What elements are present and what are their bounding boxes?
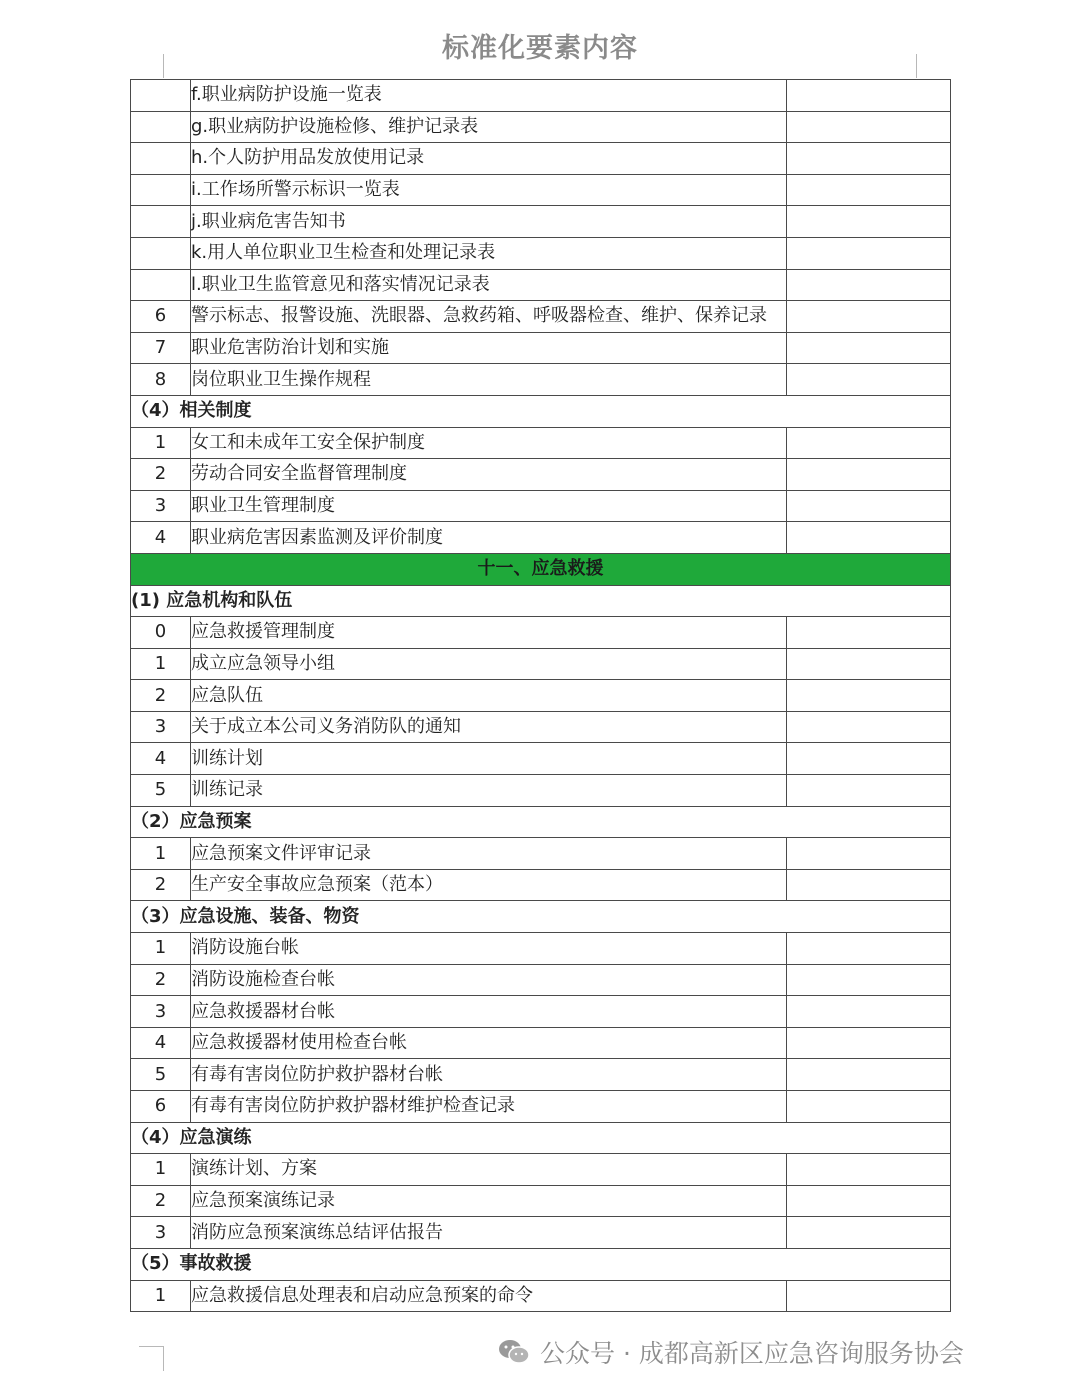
table-row xyxy=(131,964,951,996)
row-content: 职业危害防治计划和实施 xyxy=(191,332,787,364)
row-number xyxy=(131,237,191,269)
row-remark xyxy=(787,1154,951,1186)
row-remark xyxy=(787,1280,951,1312)
section-header-row xyxy=(131,1248,951,1280)
row-remark xyxy=(787,617,951,649)
table-row xyxy=(131,237,951,269)
table-row xyxy=(131,1217,951,1249)
row-number xyxy=(131,80,191,112)
row-content: 应急救援管理制度 xyxy=(191,617,787,649)
table-row xyxy=(131,648,951,680)
table-row xyxy=(131,1185,951,1217)
row-number: 1 xyxy=(131,933,191,965)
row-number: 3 xyxy=(131,490,191,522)
row-number: 6 xyxy=(131,301,191,333)
row-content: 消防设施检查台帐 xyxy=(191,964,787,996)
table-row xyxy=(131,838,951,870)
row-content: 生产安全事故应急预案（范本） xyxy=(191,869,787,901)
table-row xyxy=(131,427,951,459)
row-content: 劳动合同安全监督管理制度 xyxy=(191,459,787,491)
row-number: 2 xyxy=(131,964,191,996)
row-content: l.职业卫生监管意见和落实情况记录表 xyxy=(191,269,787,301)
row-content: 成立应急领导小组 xyxy=(191,648,787,680)
table-row xyxy=(131,680,951,712)
row-number: 1 xyxy=(131,1154,191,1186)
crop-mark-top-right xyxy=(916,54,917,78)
row-content: 应急救援器材台帐 xyxy=(191,996,787,1028)
table-row xyxy=(131,269,951,301)
table-row xyxy=(131,80,951,112)
row-number: 4 xyxy=(131,522,191,554)
row-content: 岗位职业卫生操作规程 xyxy=(191,364,787,396)
row-content: 训练记录 xyxy=(191,775,787,807)
row-remark xyxy=(787,206,951,238)
watermark xyxy=(498,1334,964,1370)
row-remark xyxy=(787,996,951,1028)
row-content: 有毒有害岗位防护救护器材维护检查记录 xyxy=(191,1091,787,1123)
crop-mark-top-left xyxy=(163,54,164,78)
row-remark xyxy=(787,111,951,143)
table-row xyxy=(131,111,951,143)
section-header-row xyxy=(131,901,951,933)
section-header-row xyxy=(131,806,951,838)
row-remark xyxy=(787,680,951,712)
row-content: h.个人防护用品发放使用记录 xyxy=(191,143,787,175)
row-remark xyxy=(787,301,951,333)
row-content: k.用人单位职业卫生检查和处理记录表 xyxy=(191,237,787,269)
section-header: （4）应急演练 xyxy=(131,1122,951,1154)
table-row xyxy=(131,364,951,396)
row-content: j.职业病危害告知书 xyxy=(191,206,787,238)
row-remark xyxy=(787,1059,951,1091)
row-number: 4 xyxy=(131,743,191,775)
section-header: （5）事故救援 xyxy=(131,1248,951,1280)
row-content: 有毒有害岗位防护救护器材台帐 xyxy=(191,1059,787,1091)
section-header: （4）相关制度 xyxy=(131,395,951,427)
section-header-row xyxy=(131,395,951,427)
row-remark xyxy=(787,80,951,112)
row-remark xyxy=(787,237,951,269)
table-row xyxy=(131,775,951,807)
row-remark xyxy=(787,711,951,743)
row-content: 应急救援信息处理表和启动应急预案的命令 xyxy=(191,1280,787,1312)
row-number xyxy=(131,269,191,301)
row-content: 应急救援器材使用检查台帐 xyxy=(191,1027,787,1059)
section-header: （2）应急预案 xyxy=(131,806,951,838)
row-number: 5 xyxy=(131,1059,191,1091)
row-remark xyxy=(787,964,951,996)
row-remark xyxy=(787,522,951,554)
row-number: 2 xyxy=(131,680,191,712)
row-remark xyxy=(787,490,951,522)
row-content: 演练计划、方案 xyxy=(191,1154,787,1186)
table-row xyxy=(131,174,951,206)
table-row xyxy=(131,711,951,743)
page-title: 标准化要素内容 xyxy=(442,33,638,64)
table-row xyxy=(131,143,951,175)
table-row xyxy=(131,869,951,901)
row-remark xyxy=(787,1217,951,1249)
table-row xyxy=(131,301,951,333)
row-content: g.职业病防护设施检修、维护记录表 xyxy=(191,111,787,143)
row-content: 职业卫生管理制度 xyxy=(191,490,787,522)
chapter-header-row xyxy=(131,553,951,585)
row-number xyxy=(131,143,191,175)
row-remark xyxy=(787,1027,951,1059)
table-row xyxy=(131,743,951,775)
row-remark xyxy=(787,269,951,301)
section-header: (1) 应急机构和队伍 xyxy=(131,585,951,617)
row-content: 消防应急预案演练总结评估报告 xyxy=(191,1217,787,1249)
row-remark xyxy=(787,775,951,807)
row-number: 6 xyxy=(131,1091,191,1123)
table-body xyxy=(131,80,951,1312)
row-remark xyxy=(787,174,951,206)
row-content: 训练计划 xyxy=(191,743,787,775)
row-number: 1 xyxy=(131,427,191,459)
table-row xyxy=(131,617,951,649)
row-remark xyxy=(787,648,951,680)
row-remark xyxy=(787,459,951,491)
row-content: 应急队伍 xyxy=(191,680,787,712)
row-content: 警示标志、报警设施、洗眼器、急救药箱、呼吸器检查、维护、保养记录 xyxy=(191,301,787,333)
row-number: 8 xyxy=(131,364,191,396)
row-content: i.工作场所警示标识一览表 xyxy=(191,174,787,206)
chapter-header: 十一、应急救援 xyxy=(131,553,951,585)
row-number xyxy=(131,174,191,206)
watermark-text: 公众号 · 成都高新区应急咨询服务协会 xyxy=(540,1339,964,1368)
wechat-icon xyxy=(498,1338,530,1366)
row-remark xyxy=(787,869,951,901)
table-row xyxy=(131,522,951,554)
table-row xyxy=(131,1154,951,1186)
row-number: 5 xyxy=(131,775,191,807)
table-row xyxy=(131,206,951,238)
row-remark xyxy=(787,427,951,459)
row-content: 女工和未成年工安全保护制度 xyxy=(191,427,787,459)
row-content: 应急预案文件评审记录 xyxy=(191,838,787,870)
crop-mark-bottom-left xyxy=(139,1346,164,1371)
row-remark xyxy=(787,1185,951,1217)
row-number: 7 xyxy=(131,332,191,364)
row-content: 职业病危害因素监测及评价制度 xyxy=(191,522,787,554)
table-row xyxy=(131,1091,951,1123)
row-number: 2 xyxy=(131,1185,191,1217)
section-header: （3）应急设施、装备、物资 xyxy=(131,901,951,933)
row-remark xyxy=(787,332,951,364)
row-number: 1 xyxy=(131,648,191,680)
table-row xyxy=(131,933,951,965)
row-number: 1 xyxy=(131,1280,191,1312)
row-remark xyxy=(787,364,951,396)
table-row xyxy=(131,1280,951,1312)
row-remark xyxy=(787,1091,951,1123)
row-number xyxy=(131,111,191,143)
table-row xyxy=(131,1059,951,1091)
row-number: 3 xyxy=(131,996,191,1028)
row-number: 3 xyxy=(131,711,191,743)
row-remark xyxy=(787,143,951,175)
row-content: f.职业病防护设施一览表 xyxy=(191,80,787,112)
standardization-table xyxy=(130,79,951,1312)
row-content: 关于成立本公司义务消防队的通知 xyxy=(191,711,787,743)
row-number: 0 xyxy=(131,617,191,649)
row-number: 2 xyxy=(131,459,191,491)
section-header-row xyxy=(131,1122,951,1154)
section-header-row xyxy=(131,585,951,617)
table-row xyxy=(131,490,951,522)
row-remark xyxy=(787,838,951,870)
row-number: 3 xyxy=(131,1217,191,1249)
row-number: 1 xyxy=(131,838,191,870)
row-remark xyxy=(787,933,951,965)
row-content: 消防设施台帐 xyxy=(191,933,787,965)
table-row xyxy=(131,459,951,491)
row-number: 2 xyxy=(131,869,191,901)
row-number: 4 xyxy=(131,1027,191,1059)
table-row xyxy=(131,1027,951,1059)
row-number xyxy=(131,206,191,238)
row-content: 应急预案演练记录 xyxy=(191,1185,787,1217)
row-remark xyxy=(787,743,951,775)
table-row xyxy=(131,332,951,364)
table-row xyxy=(131,996,951,1028)
